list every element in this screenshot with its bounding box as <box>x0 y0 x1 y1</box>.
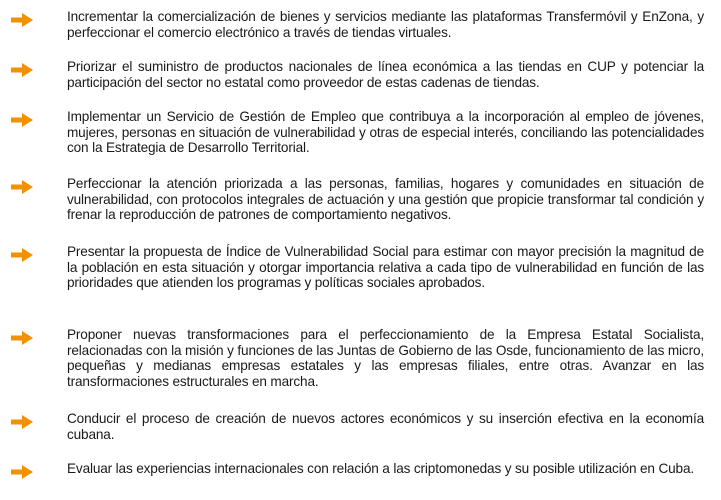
list-item-text: Proponer nuevas transformaciones para el perfeccionamiento de la Empresa Estatal Socialista, relacionadas con la misión y funciones de las Juntas de Gobierno de las Osde, funcionamiento de las micro, pequeñas y medianas empresas estatales y las empresas filiales, entre otras. Avanzar en las transformaciones estructurales en marcha. <box>67 327 704 389</box>
arrow-right-icon <box>11 13 33 27</box>
list-item-text: Incrementar la comercialización de bienes y servicios mediante las plataformas Transfermóvil y EnZona, y perfeccionar el comercio electrónico a través de tiendas virtuales. <box>67 9 704 40</box>
list-item-text: Presentar la propuesta de Índice de Vulnerabilidad Social para estimar con mayor precisión la magnitud de la población en esta situación y otorgar importancia relativa a cada tipo de vulnerabilidad en función de las prioridades que atienden los programas y políticas sociales aprobados. <box>67 244 704 290</box>
list-item-text: Implementar un Servicio de Gestión de Empleo que contribuya a la incorporación al empleo de jóvenes, mujeres, personas en situación de vulnerabilidad y otras de especial interés, conciliando las potencialidades con la Estrategia de Desarrollo Territorial. <box>67 109 704 155</box>
list-item-text: Perfeccionar la atención priorizada a las personas, familias, hogares y comunidades en situación de vulnerabilidad, con protocolos integrales de actuación y una gestión que propicie transformar tal condición y frenar la reproducción de patrones de comportamiento negativos. <box>67 176 704 222</box>
arrow-right-icon <box>11 180 33 194</box>
arrow-right-icon <box>11 63 33 77</box>
arrow-right-icon <box>11 113 33 127</box>
arrow-right-icon <box>11 248 33 262</box>
arrow-right-icon <box>11 331 33 345</box>
arrow-right-icon <box>11 465 33 479</box>
list-item-text: Conducir el proceso de creación de nuevos actores económicos y su inserción efectiva en la economía cubana. <box>67 411 704 442</box>
arrow-right-icon <box>11 415 33 429</box>
list-item-text: Priorizar el suministro de productos nacionales de línea económica a las tiendas en CUP y potenciar la participación del sector no estatal como proveedor de estas cadenas de tiendas. <box>67 59 704 90</box>
list-item-text: Evaluar las experiencias internacionales con relación a las criptomonedas y su posible utilización en Cuba. <box>67 461 694 476</box>
